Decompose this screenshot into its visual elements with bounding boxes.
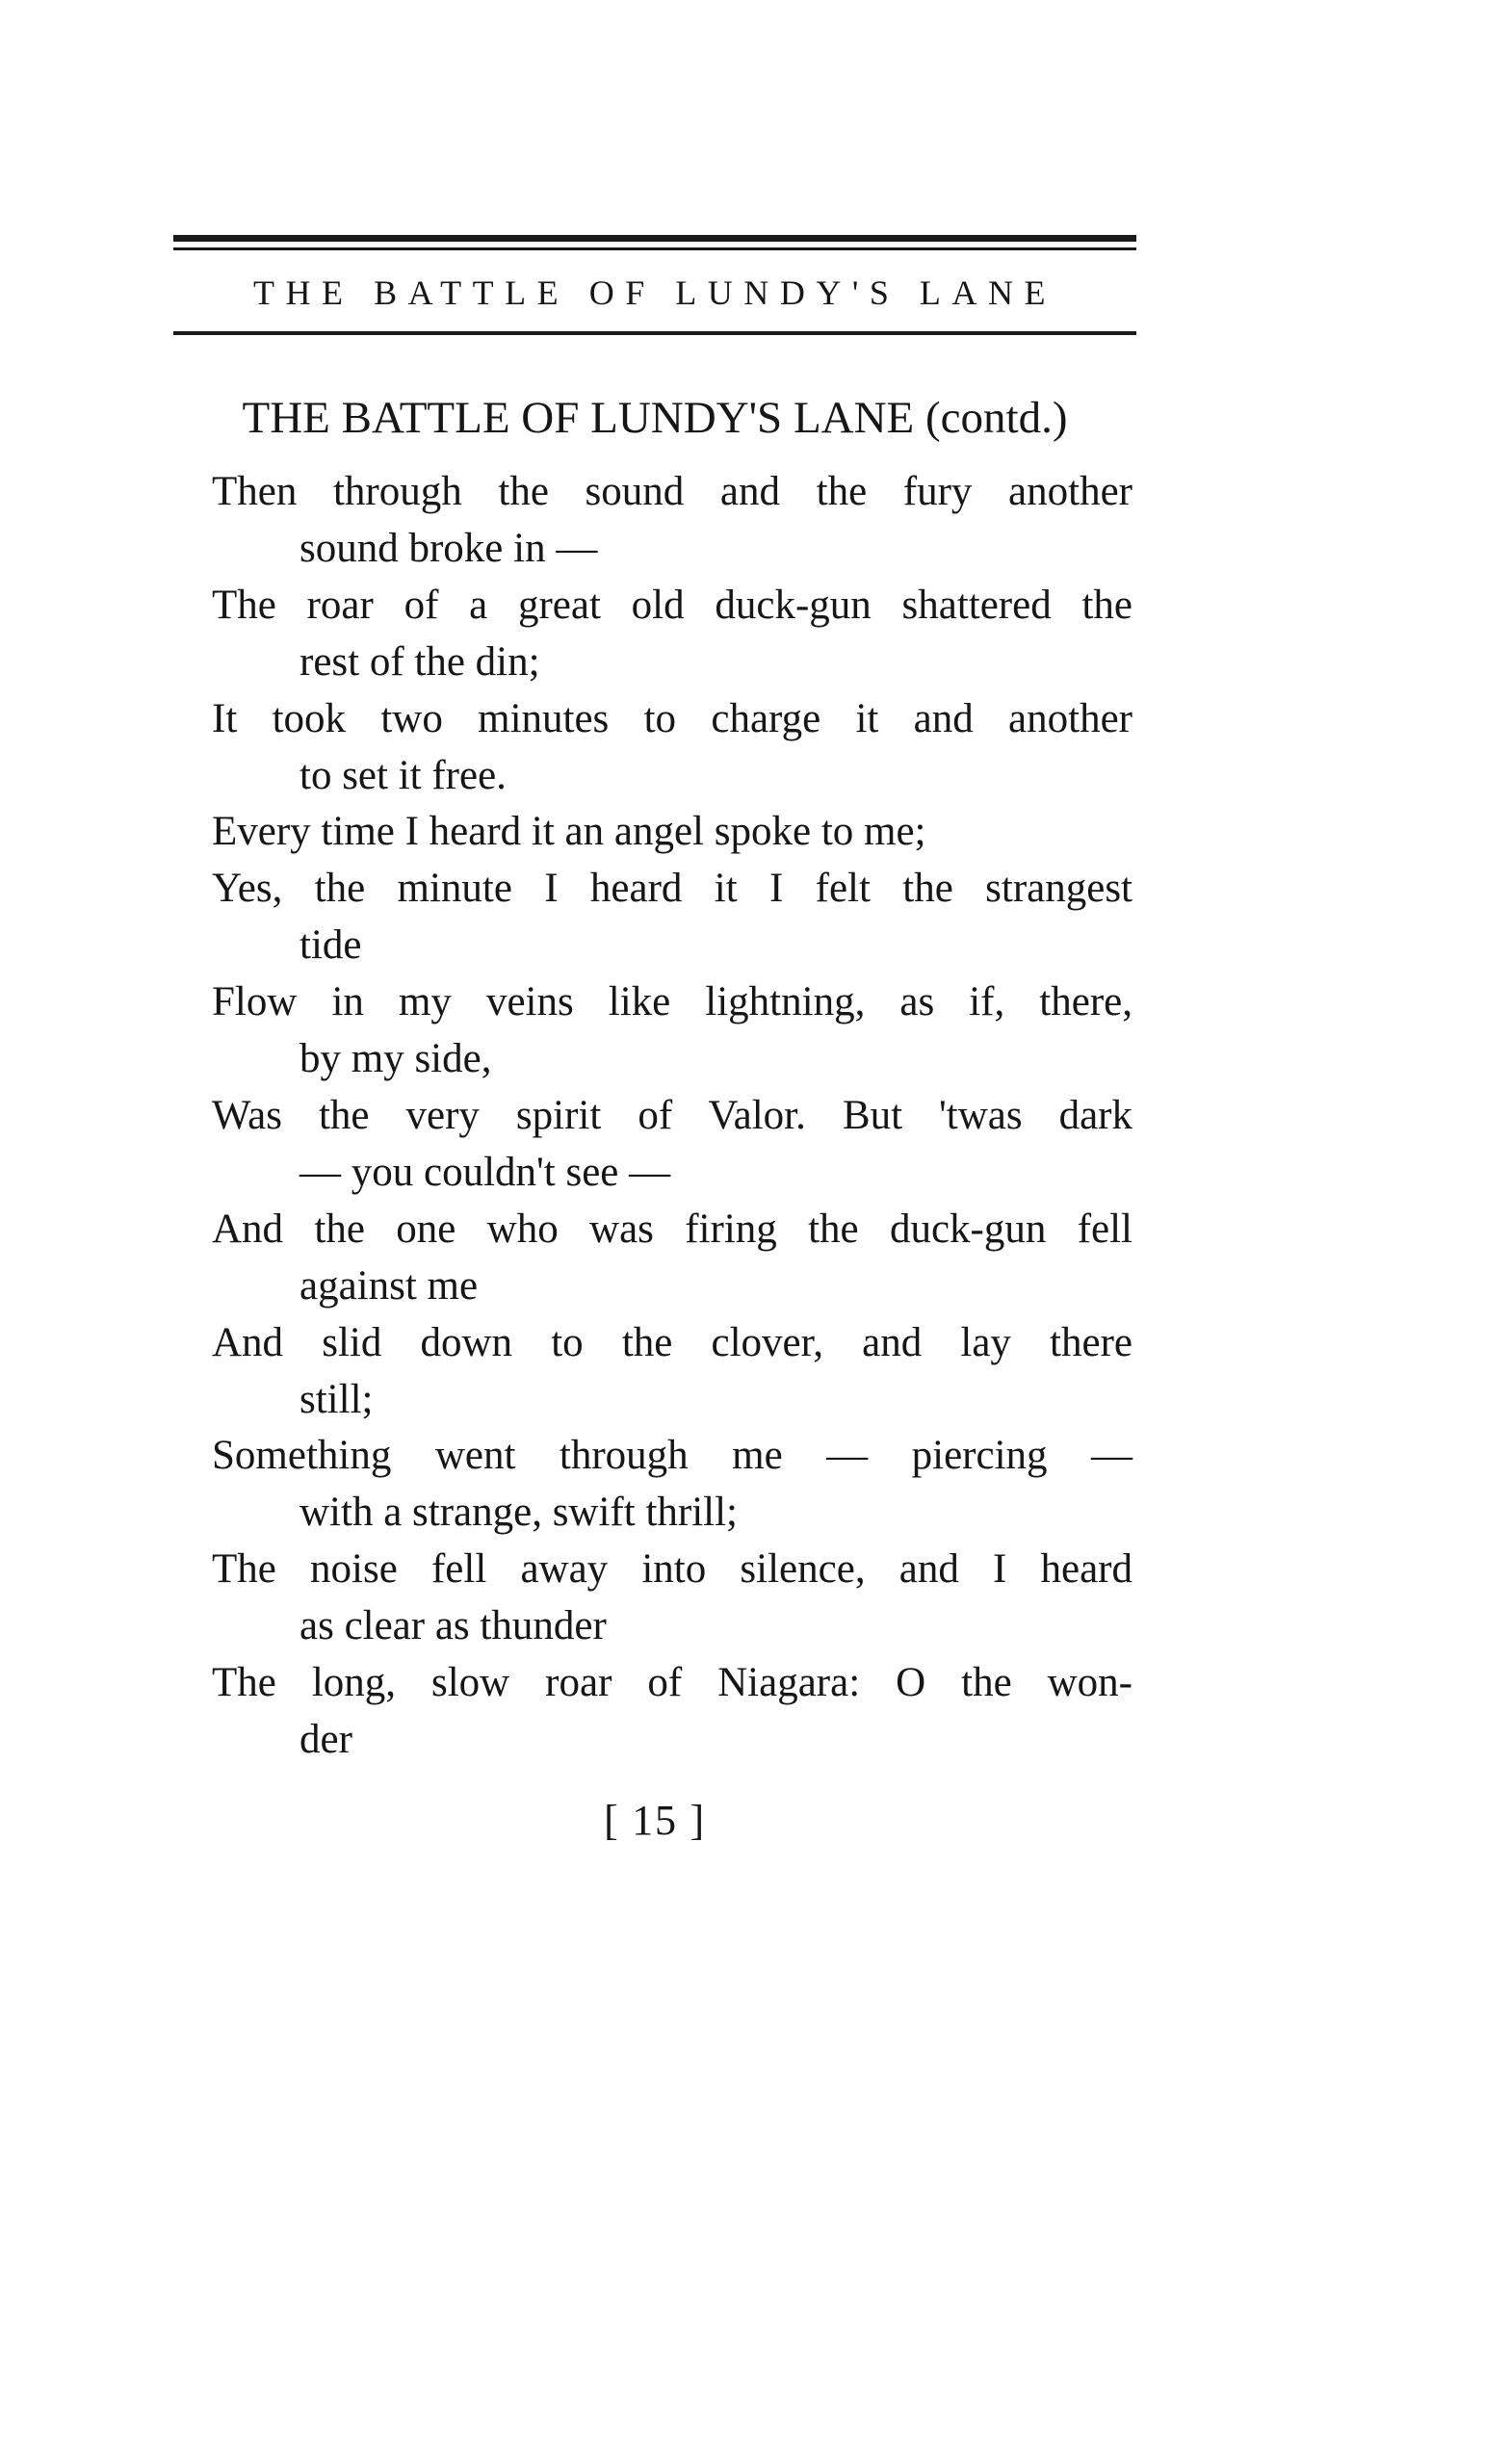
running-head-rule <box>173 331 1136 335</box>
page-number: [ 15 ] <box>604 1796 706 1844</box>
verse-line-continuation: sound broke in — <box>299 525 598 571</box>
verse-line-text: Something went through me — piercing — <box>212 1433 1132 1479</box>
running-head: THE BATTLE OF LUNDY'S LANE <box>253 273 1056 312</box>
verse-line-text: The roar of a great old duck-gun shattered the <box>212 582 1132 628</box>
book-page <box>173 235 1136 1845</box>
poem-body <box>173 464 1136 1769</box>
verse-line-continuation: against me <box>299 1262 479 1309</box>
section-title: THE BATTLE OF LUNDY'S LANE (contd.) <box>242 393 1068 443</box>
header-rule-thick <box>173 235 1136 242</box>
verse-line-text: The long, slow roar of Niagara: O the won- <box>212 1660 1132 1706</box>
verse-line-text: Was the very spirit of Valor. But 'twas dark <box>212 1092 1132 1138</box>
verse-line-continuation: still; <box>299 1376 374 1422</box>
verse-line <box>173 804 1136 861</box>
verse-line <box>173 578 1136 691</box>
verse-line-text: And slid down to the clover, and lay there <box>212 1319 1132 1365</box>
verse-line <box>173 1202 1136 1315</box>
verse-line-text: And the one who was firing the duck-gun fell <box>212 1206 1132 1252</box>
verse-line-text: Every time I heard it an angel spoke to me; <box>212 809 926 855</box>
verse-line-continuation: by my side, <box>299 1036 492 1082</box>
verse-line-continuation: rest of the din; <box>299 638 540 685</box>
verse-line-text: Flow in my veins like lightning, as if, there, <box>212 979 1132 1025</box>
verse-line-text: The noise fell away into silence, and I heard <box>212 1546 1132 1593</box>
verse-line <box>173 861 1136 974</box>
verse-line-continuation: tide <box>299 922 362 969</box>
verse-line-continuation: to set it free. <box>299 752 507 798</box>
verse-line <box>173 974 1136 1088</box>
verse-line <box>173 464 1136 578</box>
verse-line-text: Then through the sound and the fury another <box>212 469 1132 514</box>
verse-line-continuation: der <box>299 1716 352 1762</box>
verse-line-continuation: — you couldn't see — <box>299 1149 671 1195</box>
verse-line-text: Yes, the minute I heard it I felt the strangest <box>212 866 1132 912</box>
verse-line <box>173 1315 1136 1429</box>
verse-line <box>173 1088 1136 1202</box>
verse-line-continuation: as clear as thunder <box>299 1603 607 1649</box>
verse-line <box>173 1655 1136 1769</box>
verse-line <box>173 1542 1136 1655</box>
verse-line-continuation: with a strange, swift thrill; <box>299 1490 739 1536</box>
verse-line <box>173 1428 1136 1542</box>
header-rule-thin <box>173 247 1136 250</box>
verse-line <box>173 691 1136 805</box>
verse-line-text: It took two minutes to charge it and another <box>212 695 1132 741</box>
